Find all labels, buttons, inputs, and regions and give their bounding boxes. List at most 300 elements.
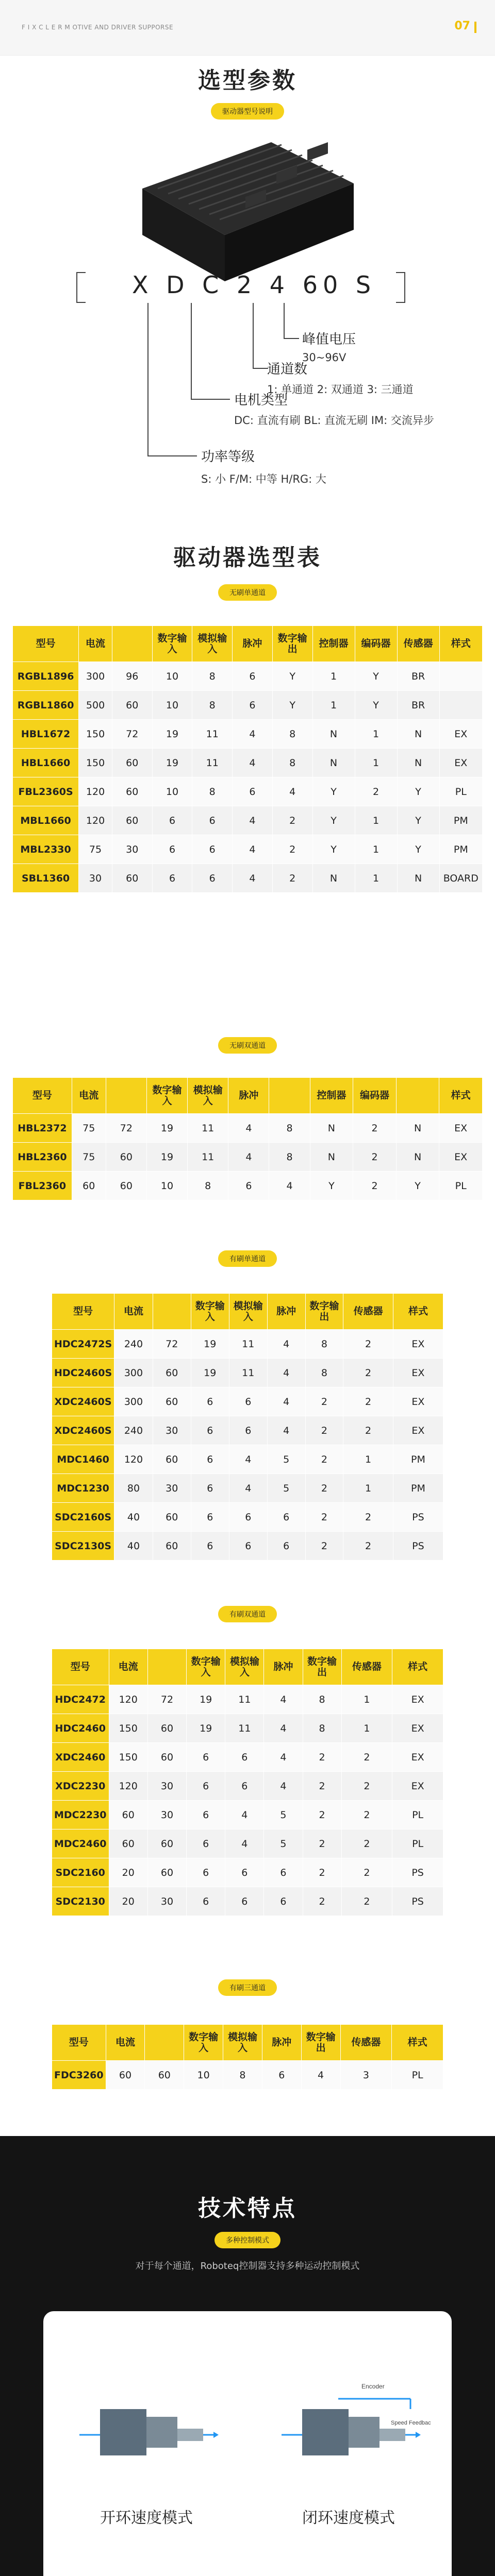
table-cell: 6 (229, 1387, 267, 1416)
table-row (52, 1743, 443, 1772)
model-cell: SDC2160 (52, 1858, 109, 1887)
col-header: 脉冲 (264, 1649, 303, 1685)
table-cell: 11 (225, 1685, 264, 1714)
col-header: 样式 (392, 2025, 443, 2061)
table-cell: BR (397, 691, 439, 720)
table-cell: 6 (187, 1829, 225, 1858)
model-cell: FBL2360S (13, 777, 79, 806)
model-cell: XDC2460S (52, 1416, 114, 1445)
table-cell: 1 (341, 1714, 392, 1743)
table-cell: EX (393, 1359, 443, 1387)
table-row (52, 1801, 443, 1829)
table-cell: 19 (146, 1143, 187, 1172)
model-cell: SBL1360 (13, 864, 79, 893)
table-cell: 72 (112, 720, 152, 749)
table-cell: 6 (191, 1387, 229, 1416)
table-cell: 2 (343, 1330, 393, 1359)
table-cell: 6 (233, 662, 273, 691)
table-cell: 8 (223, 2061, 262, 2090)
model-cell: MDC1460 (52, 1445, 114, 1474)
table-cell: 2 (341, 1887, 392, 1916)
table-cell: 6 (192, 835, 233, 864)
table-cell: 2 (355, 777, 397, 806)
table-cell: PM (393, 1474, 443, 1503)
table-cell: EX (439, 720, 482, 749)
table-cell: EX (392, 1743, 443, 1772)
col-header (396, 1078, 439, 1114)
col-header: 型号 (52, 1294, 114, 1330)
col-header: 传感器 (341, 1649, 392, 1685)
table-cell: N (310, 1143, 353, 1172)
col-header: 数字输入 (191, 1294, 229, 1330)
speed-feedback-label: Speed Feedback (391, 2420, 431, 2426)
table-row (52, 1445, 443, 1474)
table-cell: 30 (147, 1801, 186, 1829)
table-cell: 6 (262, 2061, 301, 2090)
table-cell: 2 (305, 1445, 343, 1474)
table-cell: 5 (267, 1445, 305, 1474)
table-cell: 19 (152, 749, 192, 777)
col-header: 型号 (13, 1078, 72, 1114)
table-cell: 150 (79, 720, 112, 749)
table-cell: BOARD (439, 864, 482, 893)
control-modes-card (43, 2311, 452, 2576)
col-header: 数字输出 (272, 626, 312, 662)
table-cell: 2 (303, 1829, 341, 1858)
model-cell: XDC2460 (52, 1743, 109, 1772)
table-cell: 6 (267, 1503, 305, 1532)
table-cell: PL (392, 1801, 443, 1829)
table-row (52, 2061, 443, 2090)
table-cell: 2 (272, 835, 312, 864)
table-cell: 19 (187, 1714, 225, 1743)
table-cell: 8 (272, 720, 312, 749)
table-pill: 有刷单通道 (218, 1250, 277, 1267)
table-cell: 60 (147, 1829, 186, 1858)
table-row (52, 1772, 443, 1801)
col-header: 脉冲 (262, 2025, 301, 2061)
col-header: 传感器 (397, 626, 439, 662)
feature-label: 闭环速度模式 (302, 2509, 395, 2527)
table-cell: 10 (152, 777, 192, 806)
table-row (52, 1829, 443, 1858)
table-cell: 30 (147, 1887, 186, 1916)
model-cell: SDC2130 (52, 1887, 109, 1916)
table-cell: 8 (192, 662, 233, 691)
col-header: 数字输入 (146, 1078, 187, 1114)
table-cell: 2 (341, 1858, 392, 1887)
col-header: 控制器 (310, 1078, 353, 1114)
model-cell: HBL1672 (13, 720, 79, 749)
table-cell: 2 (305, 1387, 343, 1416)
table-cell: EX (439, 1143, 483, 1172)
table-cell (439, 691, 482, 720)
table-cell: 1 (355, 749, 397, 777)
table-row (52, 1359, 443, 1387)
table-cell: 10 (146, 1172, 187, 1200)
col-header: 数字输入 (184, 2025, 223, 2061)
table-cell: 4 (264, 1685, 303, 1714)
table-cell: 19 (191, 1359, 229, 1387)
table-cell: 11 (225, 1714, 264, 1743)
table-cell: 2 (303, 1887, 341, 1916)
page-number: 07 (454, 20, 470, 32)
tech-pill: 多种控制模式 (214, 2232, 280, 2248)
table-cell: Y (272, 691, 312, 720)
model-cell: FBL2360 (13, 1172, 72, 1200)
table-cell: 6 (187, 1772, 225, 1801)
table-cell: 5 (267, 1474, 305, 1503)
table-cell: 300 (114, 1387, 153, 1416)
channels-title: 通道数 (267, 362, 308, 377)
table-cell: 500 (79, 691, 112, 720)
selection-title: 选型参数 (198, 67, 297, 94)
table-cell: 11 (229, 1330, 267, 1359)
table-row (52, 1714, 443, 1743)
model-cell: HDC2460 (52, 1714, 109, 1743)
table-cell: 60 (109, 1829, 147, 1858)
table-cell: 2 (305, 1503, 343, 1532)
table-row (13, 720, 483, 749)
col-header: 编码器 (353, 1078, 397, 1114)
feature-label: 开环速度模式 (100, 2509, 193, 2527)
table-cell: EX (393, 1387, 443, 1416)
col-header (112, 626, 152, 662)
col-header: 数字输入 (187, 1649, 225, 1685)
table-cell: 2 (343, 1532, 393, 1561)
table-cell: 300 (114, 1359, 153, 1387)
model-cell: SDC2130S (52, 1532, 114, 1561)
table-cell: 75 (79, 835, 112, 864)
table-cell: 2 (343, 1359, 393, 1387)
col-header: 传感器 (340, 2025, 392, 2061)
table-cell: 5 (264, 1829, 303, 1858)
table-cell: 8 (303, 1685, 341, 1714)
table-cell: 120 (109, 1772, 147, 1801)
table-cell: 60 (145, 2061, 184, 2090)
power-level-title: 功率等级 (201, 449, 255, 465)
table-row (52, 1330, 443, 1359)
table-cell: EX (439, 749, 482, 777)
table-cell: 10 (152, 691, 192, 720)
table-cell: 2 (341, 1772, 392, 1801)
table-cell: 4 (225, 1829, 264, 1858)
leader-line (253, 368, 268, 369)
model-code: X D C 2 4 60 S (132, 271, 376, 299)
motor-type-desc: DC: 直流有刷 BL: 直流无刷 IM: 交流异步 (234, 414, 434, 427)
table-cell: PL (439, 777, 482, 806)
table-row (13, 749, 483, 777)
model-cell: RGBL1860 (13, 691, 79, 720)
table-cell: EX (392, 1685, 443, 1714)
table-cell: 6 (229, 1416, 267, 1445)
table-cell: 30 (79, 864, 112, 893)
table-cell: 75 (72, 1114, 106, 1143)
table-cell: 6 (191, 1474, 229, 1503)
table-cell: 8 (188, 1172, 228, 1200)
feature-open-loop-speed (64, 2352, 229, 2528)
table-cell: 150 (109, 1743, 147, 1772)
table-pill: 无刷双通道 (218, 1037, 277, 1054)
encoder-label: Encoder (361, 2383, 385, 2390)
table-cell: 75 (72, 1143, 106, 1172)
spec-table-brushed-single (52, 1293, 443, 1561)
table-cell: 60 (153, 1503, 191, 1532)
leader-line (191, 399, 230, 400)
table-cell: Y (397, 806, 439, 835)
table-cell: 60 (106, 1143, 146, 1172)
col-header: 样式 (439, 1078, 483, 1114)
power-level-desc: S: 小 F/M: 中等 H/RG: 大 (201, 473, 326, 485)
table-cell: 6 (264, 1887, 303, 1916)
table-cell: 4 (233, 749, 273, 777)
table-cell: 11 (188, 1143, 228, 1172)
model-cell: HDC2472 (52, 1685, 109, 1714)
table-cell: 4 (233, 720, 273, 749)
table-cell: EX (393, 1416, 443, 1445)
table-cell: PL (439, 1172, 483, 1200)
model-cell: MBL1660 (13, 806, 79, 835)
table-cell: 300 (79, 662, 112, 691)
table-row (13, 777, 483, 806)
table-cell: 6 (233, 691, 273, 720)
code-bracket-left (76, 272, 86, 303)
table-cell: 120 (114, 1445, 153, 1474)
leader-line (284, 303, 285, 339)
table-cell: 11 (192, 749, 233, 777)
table-cell: 30 (153, 1474, 191, 1503)
table-cell: 10 (184, 2061, 223, 2090)
table-cell: 4 (228, 1143, 269, 1172)
col-header: 脉冲 (267, 1294, 305, 1330)
col-header: 模拟输入 (229, 1294, 267, 1330)
model-cell: HDC2472S (52, 1330, 114, 1359)
table-cell: 4 (229, 1474, 267, 1503)
channels-desc: 1: 单通道 2: 双通道 3: 三通道 (267, 383, 414, 396)
table-row (13, 835, 483, 864)
table-cell: PL (392, 1829, 443, 1858)
table-cell: 6 (152, 806, 192, 835)
table-cell: 4 (264, 1772, 303, 1801)
table-row (13, 662, 483, 691)
table-cell: 6 (264, 1858, 303, 1887)
model-cell: SDC2160S (52, 1503, 114, 1532)
open-loop-diagram (64, 2352, 229, 2476)
col-header: 数字输入 (152, 626, 192, 662)
table-cell: 5 (264, 1801, 303, 1829)
col-header (153, 1294, 191, 1330)
table-cell: N (396, 1143, 439, 1172)
table-row (13, 1172, 483, 1200)
table-cell: 60 (112, 777, 152, 806)
col-header: 电流 (79, 626, 112, 662)
table-cell: 6 (225, 1858, 264, 1887)
table-cell: N (397, 749, 439, 777)
table-cell: 60 (109, 1801, 147, 1829)
spec-table-brushless-dual (12, 1077, 483, 1200)
table-cell: 4 (267, 1416, 305, 1445)
table-cell: 4 (267, 1387, 305, 1416)
col-header: 模拟输入 (225, 1649, 264, 1685)
col-header: 数字输出 (301, 2025, 340, 2061)
table-cell: 60 (112, 749, 152, 777)
table-cell: 6 (187, 1858, 225, 1887)
model-cell: MDC2230 (52, 1801, 109, 1829)
table-cell: 60 (153, 1445, 191, 1474)
col-header: 脉冲 (228, 1078, 269, 1114)
table-cell: 3 (340, 2061, 392, 2090)
table-cell: PS (393, 1503, 443, 1532)
leader-line (284, 338, 299, 339)
table-cell: 60 (153, 1359, 191, 1387)
motor-type-title: 电机类型 (234, 393, 288, 408)
col-header: 样式 (439, 626, 482, 662)
table-cell: 60 (147, 1714, 186, 1743)
table-cell: N (397, 720, 439, 749)
col-header: 型号 (13, 626, 79, 662)
tech-desc: 对于每个通道，Roboteq控制器支持多种运动控制模式 (135, 2261, 360, 2272)
table-cell: PM (439, 835, 482, 864)
table-cell: N (396, 1114, 439, 1143)
table-cell: 4 (233, 806, 273, 835)
table-cell: 120 (109, 1685, 147, 1714)
table-cell: 6 (191, 1445, 229, 1474)
col-header: 电流 (114, 1294, 153, 1330)
table-cell: 2 (272, 806, 312, 835)
code-bracket-right (396, 272, 405, 303)
table-cell: 72 (153, 1330, 191, 1359)
table-cell: 240 (114, 1416, 153, 1445)
spec-table-brushed-dual (52, 1649, 443, 1916)
table-cell: 20 (109, 1887, 147, 1916)
table-cell: 1 (343, 1474, 393, 1503)
table-row (52, 1416, 443, 1445)
table-row (13, 806, 483, 835)
table-cell: 6 (152, 835, 192, 864)
table-cell: 2 (341, 1801, 392, 1829)
table-cell: 40 (114, 1532, 153, 1561)
table-cell: 2 (343, 1503, 393, 1532)
closed-loop-speed-diagram (266, 2352, 431, 2476)
table-cell: 6 (191, 1416, 229, 1445)
table-cell: 1 (343, 1445, 393, 1474)
table-row (52, 1685, 443, 1714)
table-cell: 4 (301, 2061, 340, 2090)
table-cell: 4 (267, 1359, 305, 1387)
table-cell: 6 (192, 864, 233, 893)
table-cell: N (310, 1114, 353, 1143)
table-cell: Y (312, 835, 355, 864)
table-cell: 6 (187, 1743, 225, 1772)
table-cell: 6 (187, 1887, 225, 1916)
table-cell: 6 (267, 1532, 305, 1561)
table-row (52, 1532, 443, 1561)
table-cell: PS (392, 1887, 443, 1916)
table-cell: 19 (146, 1114, 187, 1143)
col-header: 电流 (109, 1649, 147, 1685)
table-cell: 8 (192, 691, 233, 720)
table-cell (439, 662, 482, 691)
table-cell: 2 (353, 1172, 397, 1200)
table-cell: Y (310, 1172, 353, 1200)
table-cell: 4 (267, 1330, 305, 1359)
table-cell: PS (392, 1858, 443, 1887)
table-cell: 2 (303, 1801, 341, 1829)
table-cell: 2 (305, 1416, 343, 1445)
spec-table-brushless-single (12, 625, 483, 893)
table-cell: Y (272, 662, 312, 691)
table-cell: 2 (353, 1143, 397, 1172)
table-row (13, 691, 483, 720)
table-row (52, 1887, 443, 1916)
table-cell: 6 (229, 1503, 267, 1532)
table-cell: 19 (191, 1330, 229, 1359)
table-cell: 6 (187, 1801, 225, 1829)
table-cell: 11 (229, 1359, 267, 1387)
model-cell: HBL1660 (13, 749, 79, 777)
table-row (52, 1858, 443, 1887)
table-cell: 19 (152, 720, 192, 749)
table-cell: 240 (114, 1330, 153, 1359)
model-cell: XDC2460S (52, 1387, 114, 1416)
table-cell: 6 (233, 777, 273, 806)
table-cell: 1 (355, 806, 397, 835)
table-cell: 2 (303, 1743, 341, 1772)
leader-line (147, 455, 197, 456)
table-cell: Y (312, 777, 355, 806)
table-pill: 无刷单通道 (218, 584, 277, 601)
table-cell: PM (439, 806, 482, 835)
table-cell: 60 (112, 864, 152, 893)
table-cell: 60 (153, 1387, 191, 1416)
table-cell: EX (392, 1714, 443, 1743)
col-header: 样式 (393, 1294, 443, 1330)
table-pill: 有刷双通道 (218, 1606, 277, 1622)
table-cell: 2 (341, 1829, 392, 1858)
model-cell: HBL2360 (13, 1143, 72, 1172)
feature-closed-loop-speed (266, 2352, 431, 2528)
table-cell: 2 (272, 864, 312, 893)
table-cell: 150 (109, 1714, 147, 1743)
table-cell: 60 (72, 1172, 106, 1200)
peak-voltage-desc: 30~96V (302, 351, 346, 364)
model-cell: XDC2230 (52, 1772, 109, 1801)
table-cell: 60 (147, 1743, 186, 1772)
table-cell: 11 (188, 1114, 228, 1143)
table-cell: 1 (341, 1685, 392, 1714)
col-header: 传感器 (343, 1294, 393, 1330)
table-cell: 11 (192, 720, 233, 749)
table-cell: 1 (312, 691, 355, 720)
leader-line (147, 303, 148, 456)
table-cell: 120 (79, 806, 112, 835)
table-cell: 4 (233, 835, 273, 864)
model-cell: MDC1230 (52, 1474, 114, 1503)
table-cell: 8 (303, 1714, 341, 1743)
table-cell: 20 (109, 1858, 147, 1887)
col-header (106, 1078, 146, 1114)
brand-slogan: F I X C L E R M OTIVE AND DRIVER SUPPORSE (22, 24, 174, 31)
table-cell: 40 (114, 1503, 153, 1532)
spec-table-brushed-triple (52, 2024, 443, 2090)
col-header: 型号 (52, 1649, 109, 1685)
col-header: 编码器 (355, 626, 397, 662)
table-cell: 60 (106, 1172, 146, 1200)
col-header: 控制器 (312, 626, 355, 662)
table-cell: 150 (79, 749, 112, 777)
table-cell: 2 (341, 1743, 392, 1772)
table-cell: 6 (152, 864, 192, 893)
